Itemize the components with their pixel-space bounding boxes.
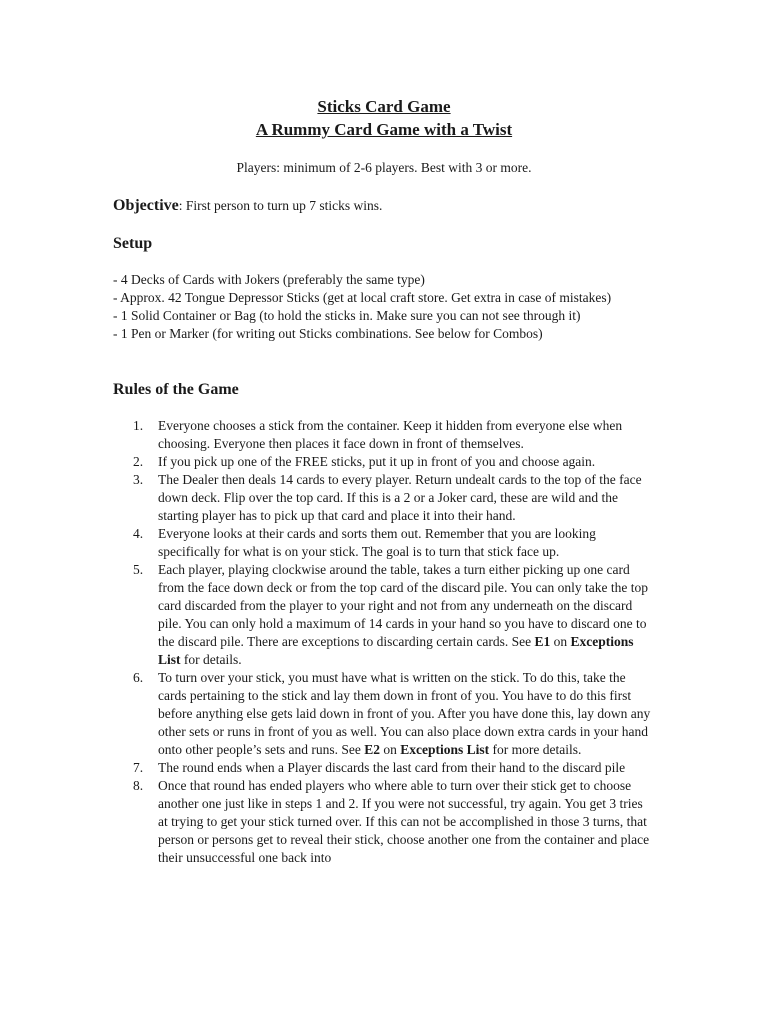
rule-number: 7. xyxy=(133,760,144,775)
rule-item xyxy=(133,417,653,453)
setup-item: - 4 Decks of Cards with Jokers (preferably the same type) xyxy=(113,272,425,287)
rule-item xyxy=(133,453,653,471)
rule-item xyxy=(133,471,653,525)
rule-number: 6. xyxy=(133,670,144,685)
rule-number: 3. xyxy=(133,472,144,487)
rule-text: Once that round has ended players who where able to turn over their stick get to choose another one just like in steps 1 and 2. If you were not successful, try again. You get 3 tries at trying to get your stick turned over. If this can not be accomplished in those 3 turns, that person or persons get to reveal their stick, choose another one from the container and place their unsuccessful one back into xyxy=(158,778,650,865)
rule-ref-code: E2 xyxy=(364,742,380,757)
rule-number: 5. xyxy=(133,562,144,577)
rule-item xyxy=(133,669,653,759)
rule-text: on xyxy=(379,742,401,757)
rules-heading: Rules of the Game xyxy=(113,381,239,398)
rules-list xyxy=(133,417,653,867)
objective-line xyxy=(113,196,382,216)
rule-item xyxy=(133,759,653,777)
players-info: Players: minimum of 2-6 players. Best with 3 or more. xyxy=(236,160,532,175)
rule-number: 8. xyxy=(133,778,144,793)
setup-item: - 1 Pen or Marker (for writing out Sticks combinations. See below for Combos) xyxy=(113,326,543,341)
rule-text: for more details. xyxy=(489,742,582,757)
document-title: Sticks Card Game xyxy=(317,97,451,116)
rule-text: If you pick up one of the FREE sticks, put it up in front of you and choose again. xyxy=(158,454,596,469)
setup-list xyxy=(113,271,633,343)
exceptions-list-ref: Exceptions List xyxy=(158,634,634,667)
objective-label: Objective xyxy=(113,197,179,214)
rule-item xyxy=(133,561,653,669)
rule-number: 4. xyxy=(133,526,144,541)
rule-number: 2. xyxy=(133,454,144,469)
rule-text: The Dealer then deals 14 cards to every player. Return undealt cards to the top of the face down deck. Flip over the top card. If this is a 2 or a Joker card, these are wild and the starting player has to pick up that card and place it into their hand. xyxy=(158,472,642,523)
rule-text: The round ends when a Player discards the last card from their hand to the discard pile xyxy=(158,760,626,775)
rule-item xyxy=(133,525,653,561)
setup-item: - Approx. 42 Tongue Depressor Sticks (get at local craft store. Get extra in case of mistakes) xyxy=(113,290,612,305)
rule-text: Everyone looks at their cards and sorts them out. Remember that you are looking specifically for what is on your stick. The goal is to turn that stick face up. xyxy=(158,526,596,559)
rule-item xyxy=(133,777,653,867)
document-subtitle: A Rummy Card Game with a Twist xyxy=(255,120,513,139)
setup-heading: Setup xyxy=(113,235,153,252)
rule-text: Everyone chooses a stick from the container. Keep it hidden from everyone else when choosing. Everyone then places it face down in front of themselves. xyxy=(158,418,623,451)
rule-ref-code: E1 xyxy=(534,634,551,649)
rule-text: To turn over your stick, you must have what is written on the stick. To do this, take the cards pertaining to the stick and lay them down in front of you. You have to do this first before anything else gets laid down in front of you. After you have done this, lay down any other sets or runs in front of you as well. You can also place down extra cards in your hand onto other people’s sets and runs. See xyxy=(158,670,651,757)
setup-item: - 1 Solid Container or Bag (to hold the sticks in. Make sure you can not see through it) xyxy=(113,308,581,323)
rule-number: 1. xyxy=(133,418,144,433)
exceptions-list-ref: Exceptions List xyxy=(400,742,490,757)
rule-text: Each player, playing clockwise around the table, takes a turn either picking up one card from the face down deck or from the top card of the discard pile. You can only take the top card discarded from the player to your right and not from any underneath on the discard pile. You can only hold a maximum of 14 cards in your hand so you have to discard one to the discard pile. There are exceptions to discarding certain cards. See xyxy=(158,562,648,649)
objective-text: : First person to turn up 7 sticks wins. xyxy=(178,198,383,213)
rule-text: on xyxy=(550,634,571,649)
rule-text: for details. xyxy=(180,652,242,667)
